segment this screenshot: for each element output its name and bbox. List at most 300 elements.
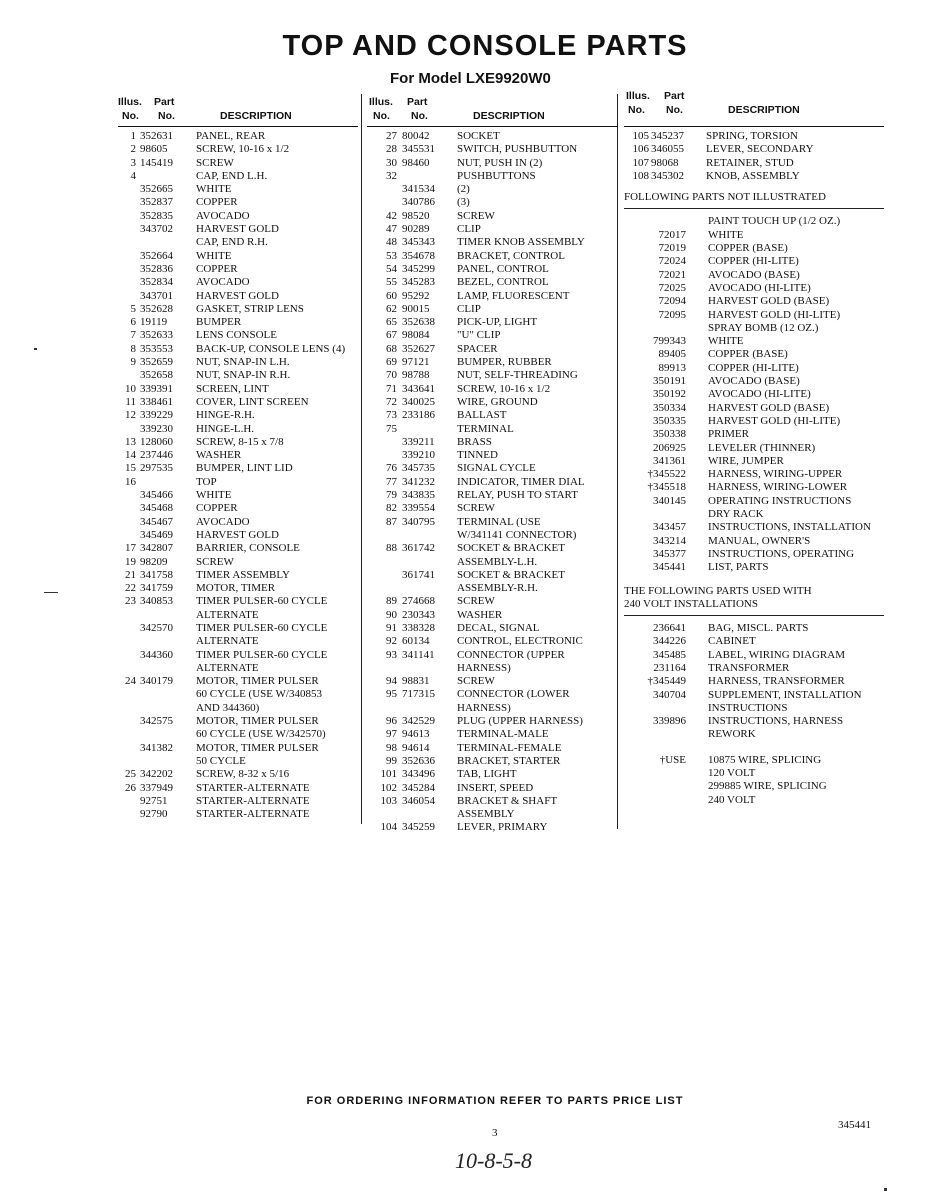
part-number: 345467 <box>140 515 173 528</box>
parts-row <box>367 795 617 808</box>
illus-number: 10 <box>125 382 136 395</box>
part-description: PANEL, CONTROL <box>457 262 549 275</box>
parts-row <box>367 808 617 821</box>
parts-row <box>118 436 358 449</box>
parts-row <box>624 622 884 635</box>
parts-row <box>118 742 358 755</box>
parts-row <box>118 409 358 422</box>
parts-row <box>118 196 358 209</box>
illus-number: 76 <box>386 462 397 475</box>
part-no-label: No. <box>411 110 428 122</box>
part-description: PUSHBUTTONS <box>457 169 536 182</box>
parts-row <box>118 529 358 542</box>
part-number: 344360 <box>140 648 173 661</box>
part-description: AVOCADO <box>196 276 250 289</box>
part-number: 92790 <box>140 808 168 821</box>
parts-column-3 <box>624 90 884 807</box>
part-number: 352835 <box>140 209 173 222</box>
parts-row <box>118 476 358 489</box>
parts-row <box>367 582 617 595</box>
parts-row <box>367 675 617 688</box>
illus-number: 3 <box>130 156 136 169</box>
part-number: 352638 <box>402 316 435 329</box>
part-number: 352631 <box>140 130 173 142</box>
parts-row <box>118 236 358 249</box>
illus-no-label: No. <box>628 104 645 116</box>
volt-240-heading-line1: THE FOLLOWING PARTS USED WITH <box>624 584 812 597</box>
part-number: 340025 <box>402 395 435 408</box>
part-description: ALTERNATE <box>196 635 259 648</box>
part-number: 350334 <box>653 401 686 414</box>
parts-row <box>624 348 884 361</box>
part-number: 352633 <box>140 329 173 342</box>
parts-row <box>118 183 358 196</box>
part-description: INSTRUCTIONS, HARNESS <box>708 715 844 728</box>
parts-row <box>624 794 884 807</box>
part-number: 60134 <box>402 635 430 648</box>
part-number: 346055 <box>651 143 684 156</box>
part-number: 352658 <box>140 369 173 382</box>
part-description: NUT, SNAP-IN L.H. <box>196 356 290 369</box>
illus-number: 97 <box>386 728 397 741</box>
part-number: 339554 <box>402 502 435 515</box>
part-number: 98788 <box>402 369 430 382</box>
part-description: SCREW, 8-32 x 5/16 <box>196 768 290 781</box>
column-divider <box>361 94 362 824</box>
parts-row <box>118 795 358 808</box>
parts-column-1 <box>118 96 358 821</box>
part-description: PLUG (UPPER HARNESS) <box>457 715 583 728</box>
parts-row <box>624 295 884 308</box>
parts-row <box>624 130 884 143</box>
parts-row <box>367 303 617 316</box>
parts-row <box>367 290 617 303</box>
illus-number: 24 <box>125 675 136 688</box>
part-description: KNOB, ASSEMBLY <box>706 169 800 182</box>
part-number: 98068 <box>651 156 679 169</box>
part-number: 345531 <box>402 143 435 156</box>
parts-column-2 <box>367 96 617 835</box>
part-number: 343214 <box>653 534 686 547</box>
part-number: 343496 <box>402 768 435 781</box>
part-no-label: No. <box>158 110 175 122</box>
part-number: 98209 <box>140 555 168 568</box>
parts-row <box>367 369 617 382</box>
part-number: 343457 <box>653 521 686 534</box>
part-description: PRIMER <box>708 428 749 441</box>
note-description: 240 VOLT <box>708 793 756 806</box>
part-number: 345302 <box>651 169 684 182</box>
parts-row <box>367 329 617 342</box>
part-number: 98831 <box>402 675 430 688</box>
model-subtitle: For Model LXE9920W0 <box>390 70 551 87</box>
parts-row <box>624 362 884 375</box>
part-description: COVER, LINT SCREEN <box>196 395 309 408</box>
part-number: 230343 <box>402 608 435 621</box>
part-description: OPERATING INSTRUCTIONS <box>708 494 852 507</box>
parts-row <box>118 250 358 263</box>
part-number: 353553 <box>140 342 173 355</box>
illus-number: 99 <box>386 754 397 767</box>
parts-row <box>367 383 617 396</box>
part-description: (3) <box>457 196 470 209</box>
part-description: SCREW <box>196 156 234 169</box>
part-label: Part <box>664 90 685 102</box>
parts-row <box>367 649 617 662</box>
parts-row <box>624 402 884 415</box>
parts-row <box>118 609 358 622</box>
illus-number: 4 <box>130 169 136 182</box>
part-description: PANEL, REAR <box>196 130 266 142</box>
parts-row <box>118 263 358 276</box>
part-number: 340853 <box>140 595 173 608</box>
part-number: 345735 <box>402 462 435 475</box>
part-number: 352628 <box>140 302 173 315</box>
part-description: CAP, END L.H. <box>196 169 268 182</box>
part-number: 145419 <box>140 156 173 169</box>
parts-row <box>118 702 358 715</box>
illus-number: 11 <box>125 395 136 408</box>
illus-number: 25 <box>125 768 136 781</box>
note-description: 299885 WIRE, SPLICING <box>708 780 827 793</box>
part-number: 361742 <box>402 542 435 555</box>
page-title: TOP AND CONSOLE PARTS <box>282 30 688 62</box>
part-number: 352834 <box>140 276 173 289</box>
illus-number: 68 <box>386 342 397 355</box>
part-description: HARNESS) <box>457 661 511 674</box>
part-description: RETAINER, STUD <box>706 156 794 169</box>
part-number: 799343 <box>653 335 686 348</box>
part-number: 345299 <box>402 262 435 275</box>
part-number: 361741 <box>402 568 435 581</box>
illus-number: 82 <box>386 502 397 515</box>
parts-row <box>624 662 884 675</box>
parts-row <box>118 542 358 555</box>
parts-row <box>367 782 617 795</box>
part-description: SOCKET & BRACKET <box>457 542 565 555</box>
parts-row <box>367 702 617 715</box>
parts-row <box>624 521 884 534</box>
parts-row <box>118 276 358 289</box>
part-description: COPPER <box>196 502 238 515</box>
parts-row <box>118 728 358 741</box>
illus-number: 1 <box>130 130 136 142</box>
parts-row <box>624 157 884 170</box>
part-number: 339391 <box>140 382 173 395</box>
parts-list <box>367 130 617 835</box>
part-number: 340786 <box>402 196 435 209</box>
part-description: SCREW, 10-16 x 1/2 <box>196 143 290 156</box>
part-number: 350338 <box>653 428 686 441</box>
illus-number: 94 <box>386 675 397 688</box>
part-number: †345518 <box>647 481 686 494</box>
part-description: AVOCADO (HI-LITE) <box>708 388 811 401</box>
part-number: 98084 <box>402 329 430 342</box>
handwritten-note: 10-8-5-8 <box>455 1148 532 1173</box>
parts-row <box>118 755 358 768</box>
parts-row <box>367 157 617 170</box>
note-description: 10875 WIRE, SPLICING <box>708 753 822 766</box>
part-description: DECAL, SIGNAL <box>457 621 540 634</box>
part-number: 19119 <box>140 316 168 329</box>
parts-row <box>367 210 617 223</box>
part-number: 350335 <box>653 414 686 427</box>
column-header <box>367 96 617 127</box>
parts-row <box>624 728 884 741</box>
illus-number: 65 <box>386 316 397 329</box>
illus-number: 75 <box>386 422 397 435</box>
illus-number: 102 <box>380 781 397 794</box>
part-number: 341534 <box>402 183 435 196</box>
part-number: 346054 <box>402 794 435 807</box>
part-description: TRANSFORMER <box>708 661 790 674</box>
part-description: SCREW <box>196 555 234 568</box>
parts-row <box>367 423 617 436</box>
part-description: CLIP <box>457 302 481 315</box>
parts-row <box>367 755 617 768</box>
part-description: LABEL, WIRING DIAGRAM <box>708 648 845 661</box>
part-description: SIGNAL CYCLE <box>457 462 536 475</box>
part-number: 339211 <box>402 435 435 448</box>
parts-row <box>624 481 884 494</box>
illus-number: 53 <box>386 249 397 262</box>
part-description: TAB, LIGHT <box>457 768 517 781</box>
part-description: AVOCADO (BASE) <box>708 375 800 388</box>
parts-row <box>118 569 358 582</box>
parts-row <box>118 635 358 648</box>
parts-row <box>624 415 884 428</box>
illus-number: 9 <box>130 356 136 369</box>
part-description: CLIP <box>457 223 481 236</box>
part-number: 237446 <box>140 449 173 462</box>
volt-240-heading <box>624 585 884 617</box>
part-number: 72095 <box>658 308 686 321</box>
part-description: HINGE-L.H. <box>196 422 255 435</box>
parts-row <box>367 542 617 555</box>
parts-row <box>367 250 617 263</box>
parts-row <box>118 768 358 781</box>
part-description: MOTOR, TIMER PULSER <box>196 715 319 728</box>
part-number: 352665 <box>140 183 173 196</box>
part-description: TIMER PULSER-60 CYCLE <box>196 595 328 608</box>
parts-row <box>118 223 358 236</box>
parts-row <box>367 143 617 156</box>
parts-row <box>624 635 884 648</box>
part-description: (2) <box>457 183 470 196</box>
parts-row <box>367 476 617 489</box>
part-description: BRACKET, CONTROL <box>457 249 565 262</box>
part-description: BARRIER, CONSOLE <box>196 542 300 555</box>
illus-number: 70 <box>386 369 397 382</box>
part-description: TERMINAL-MALE <box>457 728 549 741</box>
parts-row <box>118 782 358 795</box>
part-description: HARVEST GOLD (BASE) <box>708 401 830 414</box>
parts-row <box>118 715 358 728</box>
description-label: DESCRIPTION <box>473 110 545 122</box>
part-description: HARNESS) <box>457 701 511 714</box>
part-description: WHITE <box>708 335 744 348</box>
part-number: 342202 <box>140 768 173 781</box>
parts-row <box>624 689 884 702</box>
illus-number: 19 <box>125 555 136 568</box>
part-number: 341758 <box>140 568 173 581</box>
part-description: SCREW <box>457 209 495 222</box>
parts-row <box>367 356 617 369</box>
part-description: AVOCADO (BASE) <box>708 268 800 281</box>
part-description: ASSEMBLY-R.H. <box>457 582 538 595</box>
part-description: STARTER-ALTERNATE <box>196 808 310 821</box>
part-description: SCREW <box>457 502 495 515</box>
part-number: 72025 <box>658 281 686 294</box>
part-number: 352636 <box>402 754 435 767</box>
part-number: 352627 <box>402 342 435 355</box>
illus-number: 12 <box>125 409 136 422</box>
part-number: 92751 <box>140 794 168 807</box>
part-description: BRACKET, STARTER <box>457 754 561 767</box>
part-description: INSTRUCTIONS, OPERATING <box>708 547 855 560</box>
part-description: ALTERNATE <box>196 608 259 621</box>
part-description: ASSEMBLY-L.H. <box>457 555 538 568</box>
parts-row <box>367 449 617 462</box>
part-description: BACK-UP, CONSOLE LENS (4) <box>196 342 346 355</box>
part-number: 297535 <box>140 462 173 475</box>
illus-number: 21 <box>125 568 136 581</box>
part-number: 341759 <box>140 582 173 595</box>
parts-row <box>118 462 358 475</box>
illus-number: 26 <box>125 781 136 794</box>
part-number: 274668 <box>402 595 435 608</box>
part-description: PICK-UP, LIGHT <box>457 316 538 329</box>
illus-number: 7 <box>130 329 136 342</box>
part-description: SCREEN, LINT <box>196 382 269 395</box>
parts-row <box>367 662 617 675</box>
illus-number: 104 <box>380 821 397 834</box>
part-number: 80042 <box>402 130 430 142</box>
illus-number: 91 <box>386 621 397 634</box>
illus-no-label: No. <box>373 110 390 122</box>
parts-row <box>624 767 884 780</box>
part-number: 341232 <box>402 475 435 488</box>
part-description: TIMER PULSER-60 CYCLE <box>196 648 328 661</box>
parts-row <box>624 442 884 455</box>
part-description: LAMP, FLUORESCENT <box>457 289 570 302</box>
part-description: BUMPER <box>196 316 242 329</box>
column-header <box>624 90 884 127</box>
part-description: REWORK <box>708 728 756 741</box>
part-description: WHITE <box>196 249 232 262</box>
parts-row <box>367 688 617 701</box>
part-description: INSTRUCTIONS <box>708 701 788 714</box>
parts-row <box>367 635 617 648</box>
part-description: SOCKET <box>457 130 500 142</box>
part-number: 338328 <box>402 621 435 634</box>
illus-number: 108 <box>632 169 649 182</box>
part-number: 98520 <box>402 209 430 222</box>
part-description: TERMINAL <box>457 422 514 435</box>
parts-list <box>624 130 884 183</box>
illus-number: 88 <box>386 542 397 555</box>
parts-row <box>118 290 358 303</box>
parts-row <box>624 780 884 793</box>
part-description: DRY RACK <box>708 508 764 521</box>
illus-number: 47 <box>386 223 397 236</box>
part-description: TERMINAL (USE <box>457 515 541 528</box>
part-description: BEZEL, CONTROL <box>457 276 549 289</box>
illus-number: 106 <box>632 143 649 156</box>
illus-number: 28 <box>386 143 397 156</box>
part-number: 345237 <box>651 130 684 142</box>
illus-number: 16 <box>125 475 136 488</box>
parts-row <box>624 468 884 481</box>
parts-row <box>624 535 884 548</box>
part-number: 352837 <box>140 196 173 209</box>
part-number: 94614 <box>402 741 430 754</box>
part-description: STARTER-ALTERNATE <box>196 781 310 794</box>
parts-row <box>624 322 884 335</box>
illus-number: 15 <box>125 462 136 475</box>
parts-row <box>118 582 358 595</box>
part-description: TIMER KNOB ASSEMBLY <box>457 236 585 249</box>
part-description: SPRAY BOMB (12 OZ.) <box>708 321 819 334</box>
part-number: 128060 <box>140 435 173 448</box>
illus-number: 98 <box>386 741 397 754</box>
part-description: LENS CONSOLE <box>196 329 277 342</box>
not-illustrated-heading: FOLLOWING PARTS NOT ILLUSTRATED <box>624 191 884 209</box>
parts-row <box>367 609 617 622</box>
part-description: SPRING, TORSION <box>706 130 798 142</box>
part-number: 350192 <box>653 388 686 401</box>
part-description: CABINET <box>708 635 756 648</box>
parts-row <box>624 143 884 156</box>
part-number: 72019 <box>658 242 686 255</box>
volt-240-list <box>624 622 884 742</box>
parts-row <box>118 210 358 223</box>
part-description: MANUAL, OWNER'S <box>708 534 811 547</box>
part-description: WASHER <box>457 608 503 621</box>
part-number: 342575 <box>140 715 173 728</box>
parts-row <box>367 396 617 409</box>
illus-number: 101 <box>380 768 397 781</box>
part-number: 72024 <box>658 255 686 268</box>
part-description: TIMER PULSER-60 CYCLE <box>196 621 328 634</box>
parts-row <box>118 516 358 529</box>
parts-row <box>624 675 884 688</box>
part-number: 339210 <box>402 449 435 462</box>
part-number: 343702 <box>140 223 173 236</box>
parts-row <box>118 688 358 701</box>
part-number: †345449 <box>647 675 686 688</box>
parts-row <box>118 449 358 462</box>
parts-row <box>118 649 358 662</box>
illus-number: 5 <box>130 302 136 315</box>
illus-number: 54 <box>386 262 397 275</box>
part-description: BRASS <box>457 435 492 448</box>
illus-number: 77 <box>386 475 397 488</box>
part-description: AVOCADO <box>196 515 250 528</box>
part-description: MOTOR, TIMER PULSER <box>196 675 319 688</box>
parts-row <box>118 143 358 156</box>
parts-row <box>367 821 617 834</box>
parts-row <box>367 462 617 475</box>
part-number: 345259 <box>402 821 435 834</box>
parts-row <box>367 263 617 276</box>
illus-number: 30 <box>386 156 397 169</box>
parts-row <box>118 130 358 143</box>
parts-row <box>624 282 884 295</box>
parts-row <box>118 369 358 382</box>
part-description: AND 344360) <box>196 701 260 714</box>
parts-row <box>367 715 617 728</box>
